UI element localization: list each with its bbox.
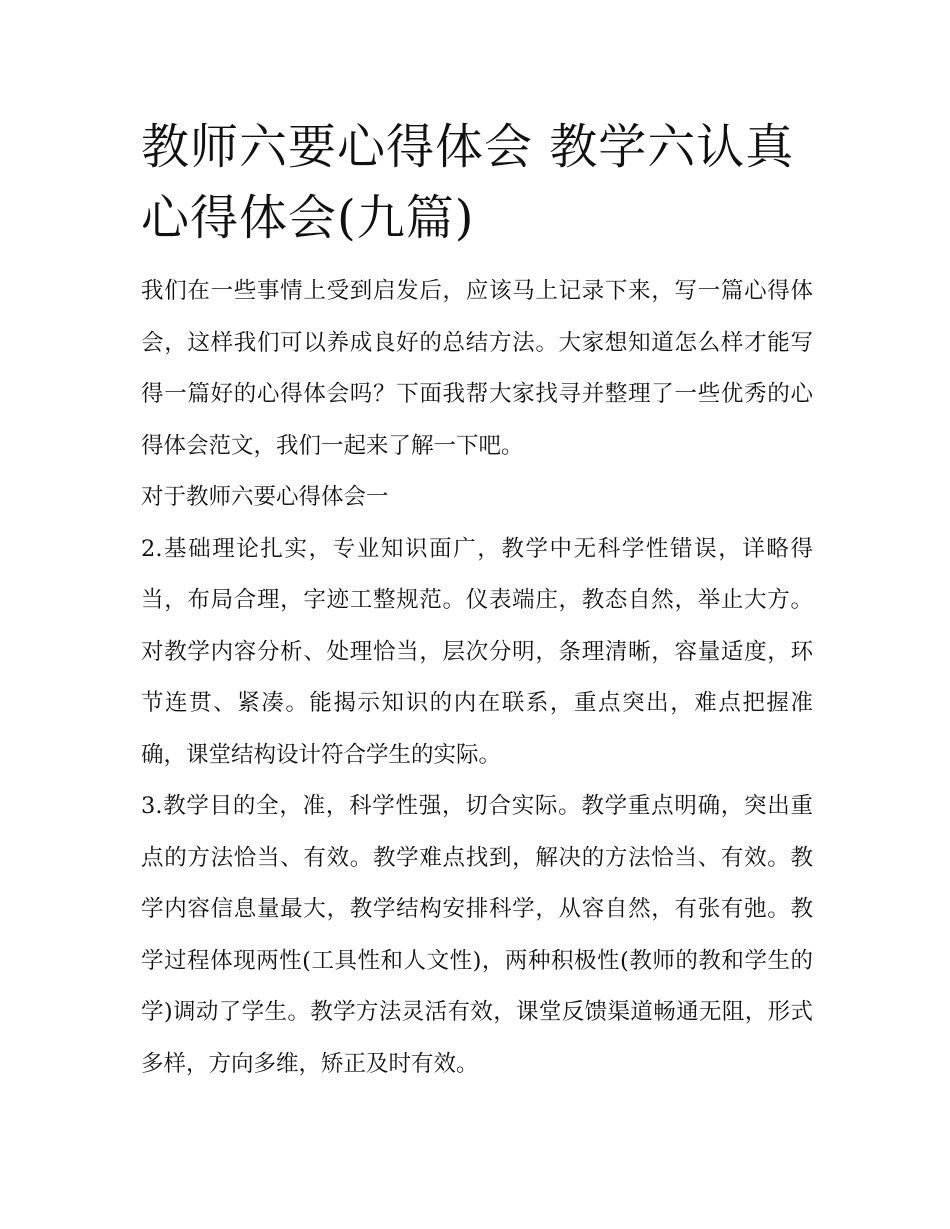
paragraph-point-3: 3.教学目的全，准，科学性强，切合实际。教学重点明确，突出重点的方法恰当、有效。教学难点找到，解决的方法恰当、有效。教学内容信息量最大，教学结构安排科学，从容自然，有张有弛。教学过程体现两性(工具性和人文性)，两种积极性(教师的教和学生的学)调动了学生。教学方法灵活有效，课堂反馈渠道畅通无阻，形式多样，方向多维，矫正及时有效。 [141,793,813,1077]
paragraph-point-2: 2.基础理论扎实，专业知识面广，教学中无科学性错误，详略得当，布局合理，字迹工整规范。仪表端庄，教态自然，举止大方。对教学内容分析、处理恰当，层次分明，条理清晰，容量适度，环节连贯、紧凑。能揭示知识的内在联系，重点突出，难点把握准确，课堂结构设计符合学生的实际。 [141,535,813,768]
document-title: 教师六要心得体会 教学六认真心得体会(九篇) [141,119,795,246]
document-body [141,112,813,1090]
intro-paragraph: 我们在一些事情上受到启发后，应该马上记录下来，写一篇心得体会，这样我们可以养成良好的总结方法。大家想知道怎么样才能写得一篇好的心得体会吗？下面我帮大家找寻并整理了一些优秀的心得体会范文，我们一起来了解一下吧。 [141,278,813,459]
section-heading: 对于教师六要心得体会一 [141,484,389,510]
